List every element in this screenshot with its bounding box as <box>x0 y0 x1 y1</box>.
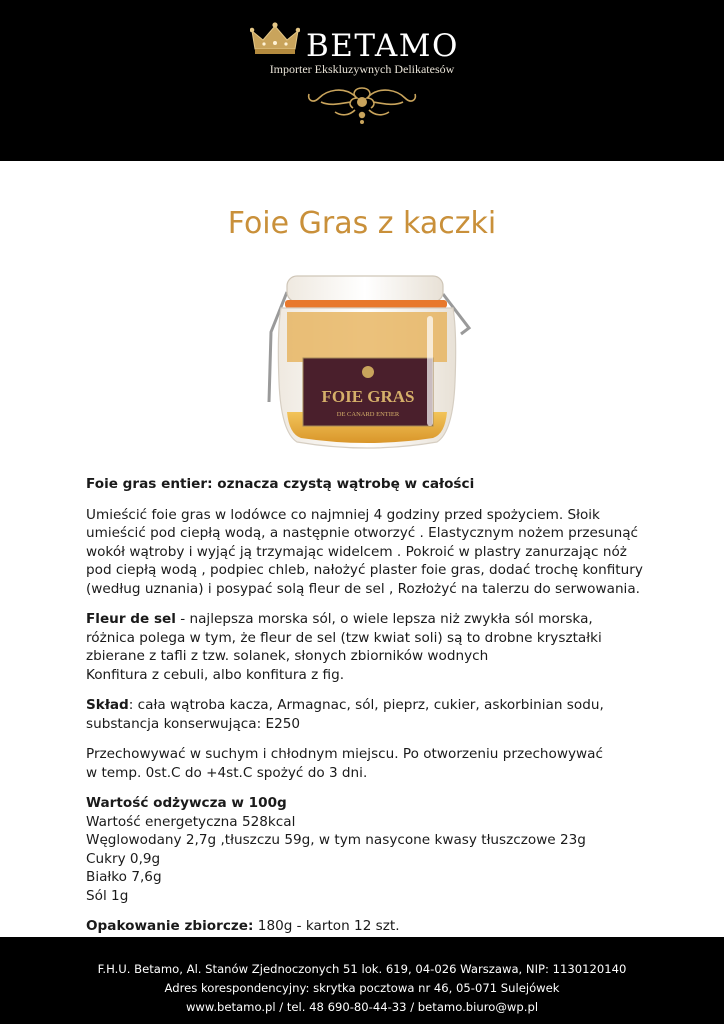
nutrition-line: Cukry 0,9g <box>86 850 161 867</box>
ornament-icon <box>305 82 419 126</box>
nutrition-line: Wartość energetyczna 528kcal <box>86 813 296 830</box>
instructions-paragraph <box>86 506 646 599</box>
product-description <box>86 475 646 948</box>
product-heading: Foie gras entier: oznacza czystą wątrobę w całości <box>86 476 475 492</box>
packaging-label: Opakowanie zbiorcze: <box>86 918 254 934</box>
brand-name: BETAMO <box>306 28 459 64</box>
fleur-de-sel-line: zbierane z tafli z tzw. solanek, słonych zbiorników wodnych <box>86 648 489 664</box>
storage-paragraph <box>86 745 646 782</box>
ingredients-label: Skład <box>86 697 129 713</box>
footer-company-address: F.H.U. Betamo, Al. Stanów Zjednoczonych 51 lok. 619, 04-026 Warszawa, NIP: 1130120140 <box>97 962 627 976</box>
fleur-de-sel-line: Konfitura z cebuli, albo konfitura z fig. <box>86 666 345 683</box>
ingredients-paragraph <box>86 696 646 733</box>
nutrition-paragraph <box>86 794 646 905</box>
instructions-line: Umieścić foie gras w lodówce co najmniej 4 godziny przed spożyciem. Słoik <box>86 506 600 523</box>
ingredients-line: : cała wątroba kacza, Armagnac, sól, pieprz, cukier, askorbinian sodu, <box>128 697 604 713</box>
header-banner <box>0 0 724 161</box>
instructions-line: (według uznania) i posypać solą fleur de sel , Rozłożyć na talerzu do serwowania. <box>86 580 640 597</box>
nutrition-line: Sól 1g <box>86 887 129 904</box>
nutrition-line: Białko 7,6g <box>86 869 162 885</box>
page-title: Foie Gras z kaczki <box>227 206 497 241</box>
instructions-line: pod ciepłą wodą , podpiec chleb, nałożyć plaster foie gras, dodać trochę konfitury <box>86 562 643 578</box>
fleur-de-sel-label: Fleur de sel <box>86 611 176 627</box>
fleur-de-sel-line: - najlepsza morska sól, o wiele lepsza niż zwykła sól morska, <box>175 611 593 627</box>
jar-label-title: FOIE GRAS <box>321 387 415 406</box>
crown-logo-icon <box>250 22 300 58</box>
ingredients-line: substancja konserwująca: E250 <box>86 715 301 732</box>
nutrition-line: Węglowodany 2,7g ,tłuszczu 59g, w tym nasycone kwasy tłuszczowe 23g <box>86 832 586 848</box>
fleur-de-sel-paragraph <box>86 610 646 684</box>
storage-line: w temp. 0st.C do +4st.C spożyć do 3 dni. <box>86 764 368 781</box>
packaging-value: 180g - karton 12 szt. <box>253 918 400 934</box>
fleur-de-sel-line: różnica polega w tym, że fleur de sel (tzw kwiat soli) są to drobne kryształki <box>86 629 602 646</box>
instructions-line: wokół wątroby i wyjąć ją trzymając widelcem . Pokroić w plastry zanurzając nóż <box>86 543 627 560</box>
instructions-line: umieścić pod ciepłą wodą, a następnie otworzyć . Elastycznym nożem przesunąć <box>86 525 638 541</box>
jar-label-subtitle: DE CANARD ENTIER <box>336 411 400 418</box>
foie-gras-jar-image <box>257 272 477 457</box>
storage-line: Przechowywać w suchym i chłodnym miejscu. Po otworzeniu przechowywać <box>86 746 603 762</box>
nutrition-title: Wartość odżywcza w 100g <box>86 795 287 811</box>
footer-contact: www.betamo.pl / tel. 48 690-80-44-33 / betamo.biuro@wp.pl <box>185 1000 539 1014</box>
footer-banner <box>0 937 724 1024</box>
packaging-paragraph <box>86 917 646 936</box>
brand-tagline: Importer Ekskluzywnych Delikatesów <box>269 62 455 76</box>
footer-mailing-address: Adres korespondencyjny: skrytka pocztowa nr 46, 05-071 Sulejówek <box>164 981 560 995</box>
